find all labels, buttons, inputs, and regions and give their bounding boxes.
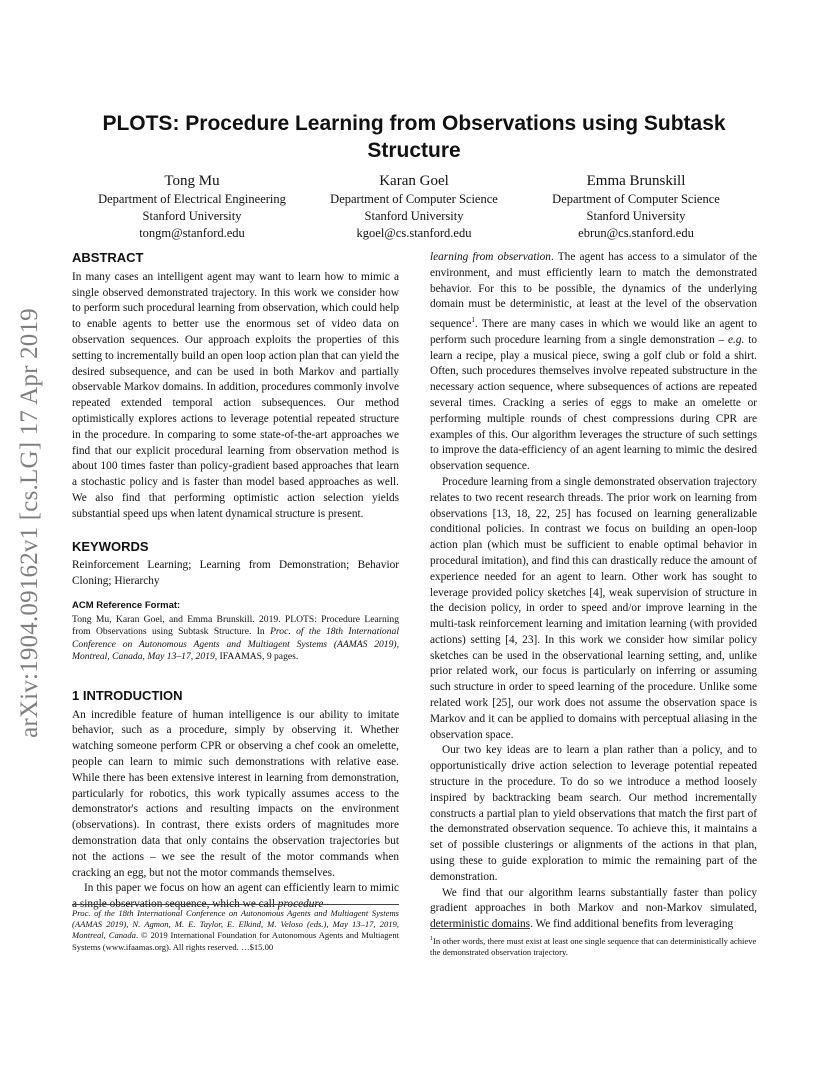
right-paragraph-4: We find that our algorithm learns substantially faster than policy gradient approaches in both Markov and non-Markov simulated, deterministic domains. We find additional benefits from leveraging bbox=[430, 886, 757, 931]
conference-footnote: Proc. of the 18th International Conference on Autonomous Agents and Multiagent Systems (AAMAS 2019), N. Agmon, M. E. Taylor, E. Elkind, M. Veloso (eds.), May 13–17, 2019, Montreal, Canada. © 2019 International Foundation for Autonomous Agents and Multiagent Systems (www.ifaamas.org). All rights reserved. …$15.00 bbox=[72, 908, 399, 952]
right-paragraph-2: Procedure learning from a single demonstrated observation trajectory relates to two recent research threads. The prior work on learning from observations [13, 18, 22, 25] has focused on learning generalizable conditional policies. In contrast we focus on building an open-loop action plan (which must be sufficient to enable optimal behavior in procedural imitation), and find this can drastically reduce the amount of experience needed for an agent to learn. Other work has sought to leverage provided policy sketches [4], weak supervision of structure in the decision policy, in order to speed and/or improve learning in the multi-task reinforcement learning and imitation learning (with provided actions) setting [4, 23]. In this work we consider how similar policy sketches can be used in the observational learning setting, and, unlike prior related work, our focus is particularly on inferring or assuming such structure in order to speed learning of the procedure. Unlike some related work [25], our work does not assume the observation space is Markov and it can be applied to domains with perceptual aliasing in the observation space. bbox=[430, 475, 757, 741]
author-block-2 bbox=[294, 172, 534, 242]
author-department: Department of Electrical Engineering bbox=[98, 192, 286, 206]
abstract-text: In many cases an intelligent agent may want to learn how to mimic a single observed demonstrated trajectory. In this work we consider how to perform such procedural learning from observation, which could help to enable agents to better use the enormous set of video data on observation sequences. Our approach exploits the properties of this setting to incrementally build an open loop action plan that can yield the desired subsequence, and can be used in both Markov and partially observable Markov domains. In addition, procedures commonly involve repeated extended temporal action subsequences. Our method optimistically explores actions to leverage potential repeated structure in the procedure. In comparing to some state-of-the-art approaches we find that our explicit procedural learning from observation method is about 100 times faster than policy-gradient based approaches that learn a stochastic policy and is faster than model based approaches as well. We also find that performing optimistic action selection yields substantial speed ups when latent dynamical structure is present. bbox=[72, 270, 399, 520]
author-block-1 bbox=[72, 172, 312, 242]
author-department: Department of Computer Science bbox=[552, 192, 720, 206]
acm-reference-text: Tong Mu, Karan Goel, and Emma Brunskill. 2019. PLOTS: Procedure Learning from Observations using Subtask Structure. In Proc. of the 18th International Conference on Autonomous Agents and Multiagent Systems (AAMAS 2019), Montreal, Canada, May 13–17, 2019, IFAAMAS, 9 pages. bbox=[72, 613, 399, 663]
right-paragraph-3: Our two key ideas are to learn a plan rather than a policy, and to opportunistically drive action selection to leverage potential repeated structure in the procedure. To do so we introduce a method loosely inspired by backtracking beam search. Our method incrementally constructs a partial plan to yield observations that match the first part of the demonstrated observation sequence. To achieve this, it maintains a set of possible clusterings or alignments of the actions in that plan, using these to guide exploration to mimic the remaining part of the demonstration. bbox=[430, 744, 757, 883]
paper-title: PLOTS: Procedure Learning from Observations using Subtask Structure bbox=[102, 112, 726, 162]
author-name: Emma Brunskill bbox=[586, 173, 686, 189]
footnote-1: $^1$In other words, there must exist at least one single sequence that can deterministically achieve the demonstrated observation trajectory. bbox=[430, 935, 757, 958]
acm-reference-heading: ACM Reference Format: bbox=[72, 599, 181, 611]
author-name: Tong Mu bbox=[164, 173, 220, 189]
intro-paragraph-2: In this paper we focus on how an agent can efficiently learn to mimic a single observation sequence, which we call procedure bbox=[72, 882, 399, 911]
right-paragraph-1: learning from observation. The agent has access to a simulator of the environment, and must efficiently learn to match the demonstrated behavior. For this to be possible, the dynamics of the underlying domain must be deterministic, at least at the level of the observation sequence$^1$. There are many cases in which we would like an agent to perform such procedure learning from a single demonstration – e.g. to learn a recipe, play a musical piece, swing a golf club or fold a shirt. Often, such procedures themselves involve repeated substructure in the necessary action sequence, where subsequences of actions are repeated several times. Cracking a series of eggs to make an omelette or performing multiple rounds of chest compressions during CPR are examples of this. Our algorithm leverages the structure of such settings to improve the data-efficiency of an agent learning to mimic the desired observation sequence. bbox=[430, 251, 757, 473]
left-column bbox=[72, 250, 399, 913]
intro-paragraph-1: An incredible feature of human intelligence is our ability to imitate behavior, such as a procedure, simply by observing it. Whether watching someone perform CPR or observing a chef cook an omelette, people can learn to mimic such demonstrations with relative ease. While there has been extensive interest in learning from demonstration, particularly for robotics, this work typically assumes access to the demonstrator's actions and resulting impacts on the environment (observations). In contrast, there exists orders of magnitudes more demonstration data that only contains the observation trajectories but not the actions – we see the result of the motor commands when cracking an egg, but not the motor commands themselves. bbox=[72, 708, 399, 879]
keywords-text: Reinforcement Learning; Learning from Demonstration; Behavior Cloning; Hierarchy bbox=[72, 559, 399, 588]
arxiv-identifier: arXiv:1904.09162v1 [cs.LG] 17 Apr 2019 bbox=[16, 308, 43, 738]
author-block-3 bbox=[516, 172, 756, 242]
author-email: tongm@stanford.edu bbox=[139, 226, 245, 240]
author-department: Department of Computer Science bbox=[330, 192, 498, 206]
author-university: Stanford University bbox=[142, 209, 242, 223]
abstract-heading: ABSTRACT bbox=[72, 250, 144, 265]
author-university: Stanford University bbox=[586, 209, 686, 223]
introduction-heading: 1 INTRODUCTION bbox=[72, 687, 183, 703]
author-email: kgoel@cs.stanford.edu bbox=[356, 226, 472, 240]
author-university: Stanford University bbox=[364, 209, 464, 223]
footnote-rule-right bbox=[430, 928, 530, 929]
right-column bbox=[430, 250, 757, 933]
keywords-heading: KEYWORDS bbox=[72, 538, 149, 554]
author-name: Karan Goel bbox=[379, 173, 449, 189]
footnote-rule-left bbox=[72, 904, 399, 905]
author-email: ebrun@cs.stanford.edu bbox=[578, 226, 694, 240]
arxiv-sidebar bbox=[10, 288, 50, 758]
